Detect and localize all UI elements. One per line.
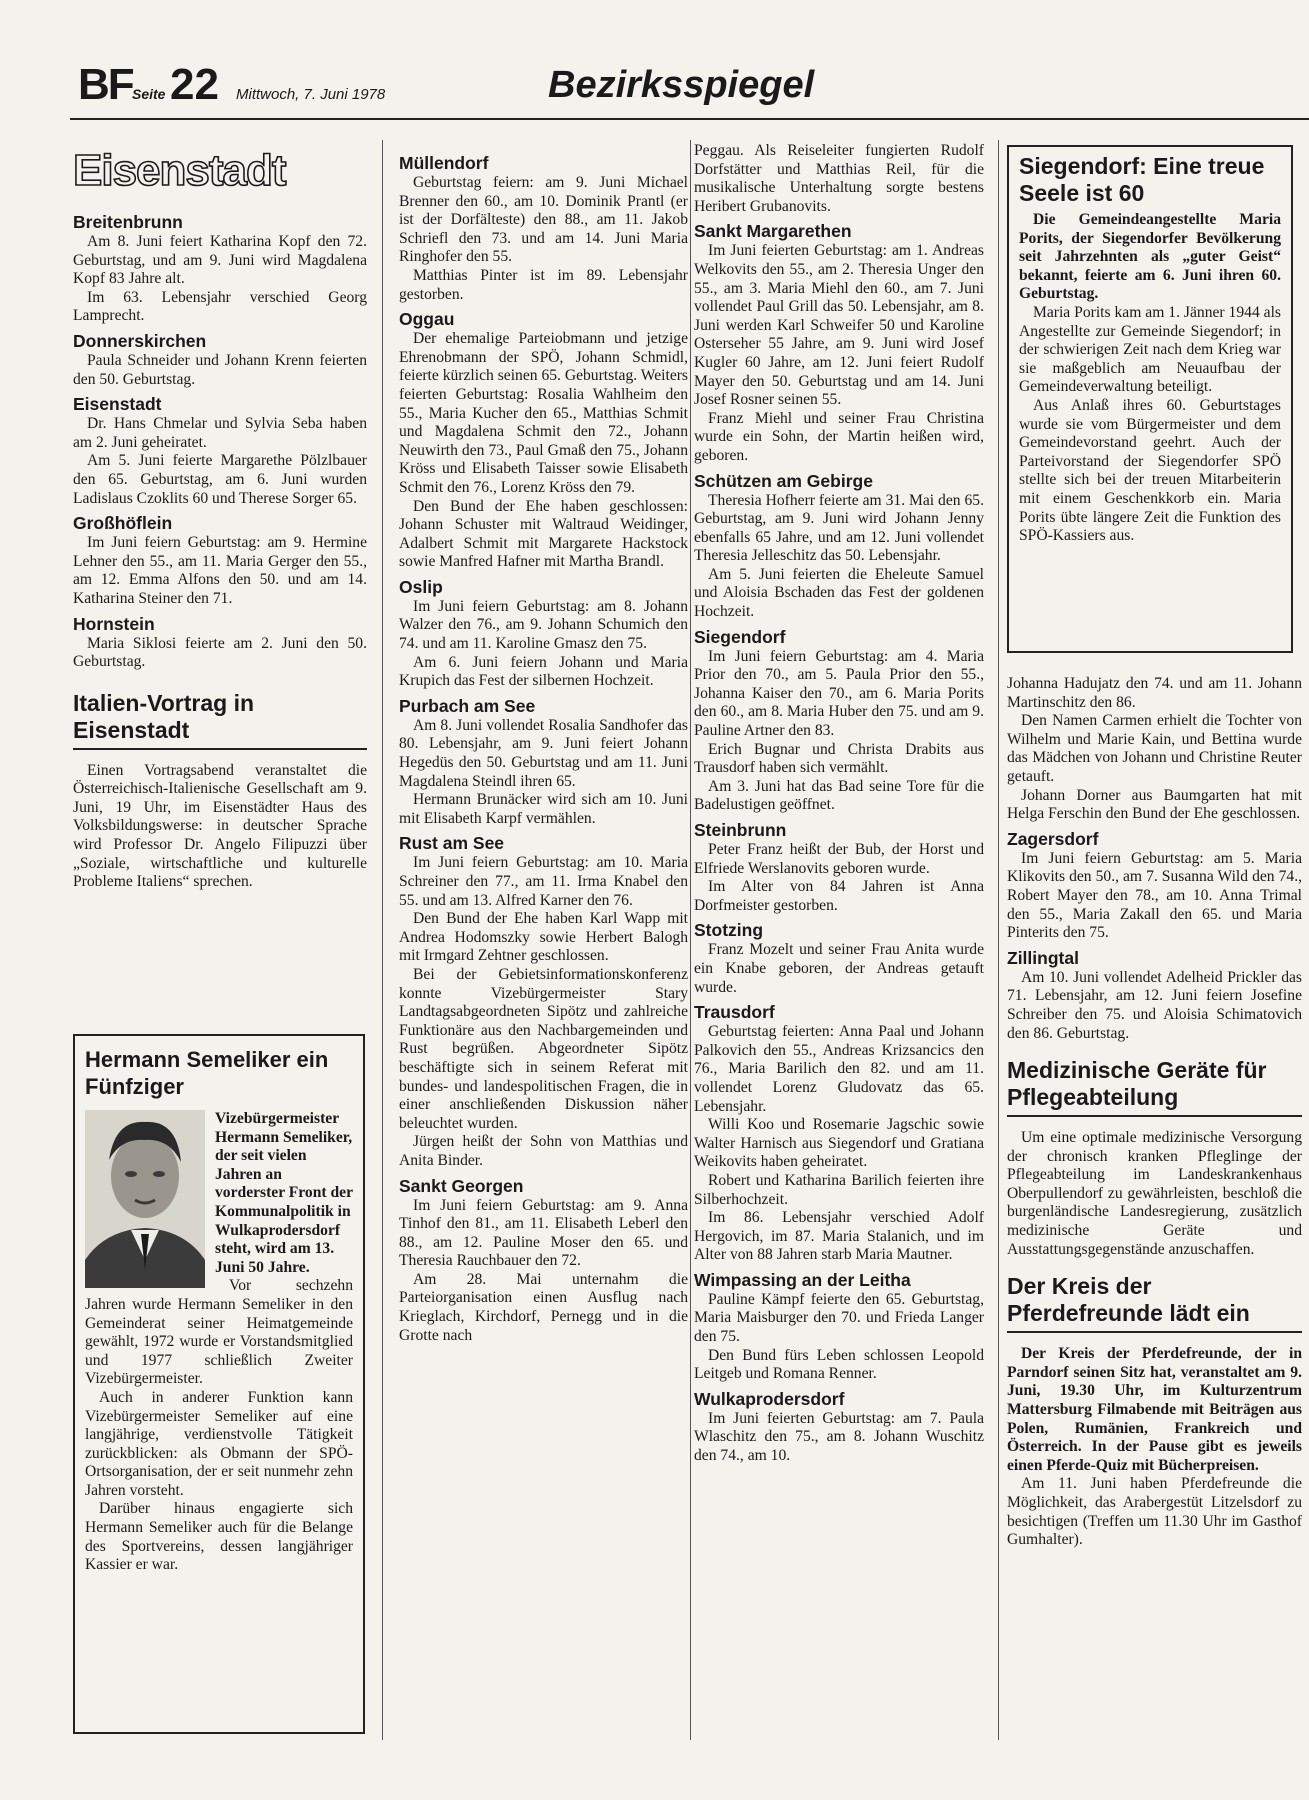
column-rule bbox=[690, 140, 691, 1740]
column-2 bbox=[399, 148, 688, 1345]
article-paragraph: Johann Dorner aus Baumgarten hat mit Helga Ferschin den Bund der Ehe geschlossen. bbox=[1007, 786, 1302, 823]
article-paragraph: Franz Miehl und seiner Frau Christina wurde ein Sohn, der Martin heißen wird, geboren. bbox=[694, 409, 984, 464]
town-heading: Purbach am See bbox=[399, 695, 536, 716]
article-paragraph: Auch in anderer Funktion kann Vizebürgermeister Semeliker auf eine langjährige, verdienstvolle Tätigkeit zurückblicken: als Obmann der SPÖ-Ortsorganisation, der er seit nunmehr zehn Jahren vorsteht. bbox=[85, 1388, 353, 1499]
article-paragraph: Am 11. Juni haben Pferdefreunde die Möglichkeit, das Arabergestüt Litzelsdorf zu besichtigen (Treffen um 11.30 Uhr im Gasthof Gumhalter). bbox=[1007, 1475, 1302, 1549]
article-paragraph: Bei der Gebietsinformationskonferenz konnte Vizebürgermeister Stary Landtagsabgeordneten Sipötz und zahlreiche Funktionäre aus den Nachbargemeinden und Rust begrüßen. Abgeordneter Sipötz beschäftigte sich in seinem Referat mit bundes- und landespolitischen Fragen, die in einer anschließenden Diskussion näher beleuchtet wurden. bbox=[399, 965, 688, 1132]
section-title: Bezirksspiegel bbox=[548, 64, 815, 106]
article-paragraph: Robert und Katharina Barilich feierten ihre Silberhochzeit. bbox=[694, 1171, 984, 1208]
article-paragraph: Um eine optimale medizinische Versorgung der chronisch kranken Pfleglinge der Pflegeabteilung im Landeskrankenhaus Oberpullendorf zu gewährleisten, beschloß die burgenländische Landesregierung, zusätzlich medizinische Geräte und Ausstattungsgegenstände anzuschaffen. bbox=[1007, 1129, 1302, 1258]
column-1 bbox=[73, 145, 367, 892]
article-paragraph: Am 8. Juni vollendet Rosalia Sandhofer das 80. Lebensjahr, am 9. Juni feiert Johann Hegedüs den 50. Geburtstag und am 11. Juni Magdalena Steindl ihren 65. bbox=[399, 716, 688, 790]
article-paragraph: Den Bund der Ehe haben Karl Wapp mit Andrea Hodomszky sowie Herbert Balogh mit Irmgard Zehtner geschlossen. bbox=[399, 910, 688, 965]
town-heading: Hornstein bbox=[73, 613, 155, 634]
article-paragraph: Den Namen Carmen erhielt die Tochter von Wilhelm und Marie Kain, und Bettina wurde das Mädchen von Johann und Christine Reuter getauft. bbox=[1007, 712, 1302, 785]
semeliker-lead: Vizebürgermeister Hermann Semeliker, der seit vielen Jahren an vorderster Front der Kommunalpolitik in Wulkaprodersdorf steht, wird am 13. Juni 50 Jahre. bbox=[215, 1110, 353, 1276]
article-paragraph: Am 28. Mai unternahm die Parteiorganisation einen Ausflug nach Krieglach, Kirchdorf, Pernegg und in die Grotte nach bbox=[399, 1270, 688, 1344]
article-paragraph: Im Juni feiern Geburtstag: am 10. Maria Schreiner den 77., am 11. Irma Knabel den 55. und am 13. Alfred Karner den 76. bbox=[399, 854, 688, 909]
article-paragraph: Am 5. Juni feierte Margarethe Pölzlbauer den 65. Geburtstag, am 6. Juni wurden Ladislaus Czoklits 60 und Therese Sorger 65. bbox=[73, 452, 367, 507]
col1-items bbox=[73, 211, 367, 672]
pferde-headline: Der Kreis der Pferdefreunde lädt ein bbox=[1007, 1273, 1302, 1333]
town-heading: Sankt Georgen bbox=[399, 1175, 524, 1196]
article-paragraph: Geburtstag feiern: am 9. Juni Michael Brenner den 60., am 10. Dominik Prantl (er ist der Dorfälteste) den 88., am 11. Jakob Schriefl den 73. und am 14. Juni Maria Ringhofer den 55. bbox=[399, 174, 688, 266]
article-paragraph: Darüber hinaus engagierte sich Hermann Semeliker auch für die Belange des Sportvereins, dessen langjähriger Kassier er war. bbox=[85, 1500, 353, 1574]
article-paragraph: Jürgen heißt der Sohn von Matthias und Anita Binder. bbox=[399, 1133, 688, 1169]
article-paragraph: Am 3. Juni hat das Bad seine Tore für die Badelustigen geöffnet. bbox=[694, 777, 984, 814]
article-paragraph: Franz Mozelt und seiner Frau Anita wurde ein Knabe geboren, der Andreas getauft wurde. bbox=[694, 941, 984, 996]
column-4 bbox=[1007, 675, 1302, 1550]
town-heading: Wimpassing an der Leitha bbox=[694, 1269, 911, 1290]
town-heading: Sankt Margarethen bbox=[694, 221, 852, 242]
article-paragraph: Willi Koo und Rosemarie Jagschic sowie Walter Harnisch aus Siegendorf und Gratiana Weikovits haben geheiratet. bbox=[694, 1116, 984, 1171]
article-paragraph: Matthias Pinter ist im 89. Lebensjahr gestorben. bbox=[399, 266, 688, 303]
article-paragraph: Am 8. Juni feiert Katharina Kopf den 72. Geburtstag, und am 9. Juni wird Magdalena Kopf 83 Jahre alt. bbox=[73, 233, 367, 288]
article-paragraph: Geburtstag feierten: Anna Paal und Johann Palkovich den 55., Andreas Krizsancics den 76., Maria Barilich den 82. und am 11. vollendet Lorenz Gludovatz das 65. Lebensjahr. bbox=[694, 1023, 984, 1115]
article-paragraph: Vor sechzehn Jahren wurde Hermann Semeliker in den Gemeinderat seiner Heimatgemeinde gewählt, 1972 wurde er Vorstandsmitglied und 1977 schließlich Zweiter Vizebürgermeister. bbox=[85, 1277, 353, 1388]
column-rule bbox=[998, 140, 999, 1740]
article-paragraph: Im Juni feiern Geburtstag: am 9. Hermine Lehner den 55., am 11. Maria Gerger den 55., am 12. Emma Alfons den 50. und am 14. Katharina Steiner den 71. bbox=[73, 534, 367, 607]
town-heading: Steinbrunn bbox=[694, 820, 787, 840]
article-paragraph: Peggau. Als Reiseleiter fungierten Rudolf Dorfstätter und Matthias Reil, für die musikalische Unterhaltung sorgte bestens Heribert Grubanovits. bbox=[694, 142, 984, 215]
article-paragraph: Maria Siklosi feierte am 2. Juni den 50. Geburtstag. bbox=[73, 634, 367, 671]
town-heading: Oslip bbox=[399, 576, 443, 597]
italien-text: Einen Vortragsabend veranstaltet die Österreichisch-Italienische Gesellschaft am 9. Juni, 19 Uhr, im Eisenstädter Haus des Volksbildungswerse: in deutscher Sprache wird Professor Dr. Angelo Filipuzzi über „Soziale, wirtschaftliche und kulturelle Probleme Italiens“ sprechen. bbox=[73, 761, 367, 891]
town-heading: Zagersdorf bbox=[1007, 828, 1099, 849]
masthead bbox=[70, 58, 1309, 120]
town-heading: Breitenbrunn bbox=[73, 212, 183, 232]
article-paragraph: Im Juni feiern Geburtstag: am 9. Anna Tinhof den 81., am 11. Elisabeth Leberl den 88., am 12. Pauline Moser den 65. und Theresia Rauchbauer den 72. bbox=[399, 1196, 688, 1270]
siegendorf-lead: Die Gemeindeangestellte Maria Porits, der Siegendorfer Bevölkerung seit Jahrzehnten als „guter Geist“ bekannt, feierte am 6. Juni ihren 60. Geburtstag. bbox=[1019, 211, 1281, 303]
article-paragraph: Der ehemalige Parteiobmann und jetzige Ehrenobmann der SPÖ, Johann Schmidl, feierte kürzlich seinen 65. Geburtstag. Weiters feierten Geburtstag: Rosalia Wahlheim den 55., Maria Kucher den 65., Matthias Schmit und Magdalena Schmit den 72., Johann Neuwirth den 73., Paul Gmaß den 75., Johann Kröss und Elisabeth Taisser sowie Elisabeth Schmit den 76., Lorenz Kröss den 79. bbox=[399, 330, 689, 496]
article-paragraph: Johanna Hadujatz den 74. und am 11. Johann Martinschitz den 86. bbox=[1007, 675, 1302, 711]
article-paragraph: Den Bund fürs Leben schlossen Leopold Leitgeb und Romana Renner. bbox=[694, 1346, 984, 1383]
article-paragraph: Im Juni feierten Geburtstag: am 7. Paula Wlaschitz den 75., am 8. Johann Wuschitz den 74., am 10. bbox=[694, 1409, 984, 1465]
town-heading: Trausdorf bbox=[694, 1002, 775, 1023]
article-paragraph: Im Juni feierten Geburtstag: am 1. Andreas Welkovits den 55., am 2. Theresia Unger den 55., am 3. Maria Miehl den 60., am 7. Juni vollendet Paul Grill das 50. Lebensjahr, am 8. Juni werden Karl Schweifer 50 und Karoline Osterseher 55 Jahre, am 9. Juni wird Josef Kugler 60 Jahre, am 12. Juni feiert Rudolf Mayer den 50. Geburtstag und am 14. Juni Josef Rosner seinen 55. bbox=[694, 242, 984, 409]
siegendorf-headline: Siegendorf: Eine treue Seele ist 60 bbox=[1019, 153, 1265, 206]
article-paragraph: Den Bund der Ehe haben geschlossen: Johann Schuster mit Waltraud Weidinger, Adalbert Schmit mit Margarete Hackstock sowie Manfred Hafner mit Martha Brandl. bbox=[399, 497, 688, 571]
town-heading: Eisenstadt bbox=[73, 394, 162, 415]
column-rule bbox=[382, 140, 383, 1740]
article-paragraph: Am 6. Juni feiern Johann und Maria Krupich das Fest der silbernen Hochzeit. bbox=[399, 653, 688, 690]
article-paragraph: Theresia Hofherr feierte am 31. Mai den 65. Geburtstag, am 9. Juni wird Johann Jenny ebenfalls 65 Jahre, und am 12. Juni vollendet Theresia Jelleschitz das 50. Lebensjahr. bbox=[694, 491, 984, 565]
issue-date: Mittwoch, 7. Juni 1978 bbox=[236, 86, 386, 103]
town-heading: Großhöflein bbox=[73, 513, 173, 534]
article-paragraph: Am 5. Juni feierten die Eheleute Samuel und Aloisia Bschaden das Fest der goldenen Hochzeit. bbox=[694, 565, 984, 621]
town-heading: Zillingtal bbox=[1007, 947, 1079, 968]
town-heading: Müllendorf bbox=[399, 153, 489, 173]
article-paragraph: Paula Schneider und Johann Krenn feierten den 50. Geburtstag. bbox=[73, 351, 367, 388]
portrait-photo-icon bbox=[85, 1110, 205, 1288]
article-paragraph: Hermann Brunäcker wird sich am 10. Juni mit Elisabeth Karpf vermählen. bbox=[399, 791, 688, 827]
article-paragraph: Aus Anlaß ihres 60. Geburtstages wurde sie vom Bürgermeister und dem Gemeindevorstand geehrt. Auch der Parteivorstand der Siegendorfer SPÖ stellte sich bei der treuen Mitarbeiterin mit einem Geschenkkorb ein. Maria Porits übte längere Zeit die Funktion des SPÖ-Kassiers aus. bbox=[1019, 396, 1281, 545]
article-paragraph: Pauline Kämpf feierte den 65. Geburtstag, Maria Maisburger den 70. und Frieda Langer den 75. bbox=[694, 1290, 984, 1346]
semeliker-box bbox=[73, 1034, 365, 1734]
column-3 bbox=[694, 142, 984, 1466]
paper-logo: BF bbox=[78, 60, 133, 109]
medizin-headline: Medizinische Geräte für Pflegeabteilung bbox=[1007, 1057, 1302, 1117]
article-paragraph: Maria Porits kam am 1. Jänner 1944 als Angestellte zur Gemeinde Siegendorf; in der schwierigen Zeit nach dem Krieg war sie maßgeblich am Neuaufbau der Gemeindeverwaltung beteiligt. bbox=[1019, 303, 1281, 396]
town-heading: Donnerskirchen bbox=[73, 330, 207, 351]
article-paragraph: Erich Bugnar und Christa Drabits aus Trausdorf haben sich vermählt. bbox=[694, 740, 984, 777]
town-heading: Schützen am Gebirge bbox=[694, 470, 873, 491]
region-title: Eisenstadt bbox=[73, 146, 286, 195]
article-paragraph: Im Juni feiern Geburtstag: am 5. Maria Klikovits den 50., am 7. Susanna Wild den 74., Robert Mayer den 78., am 10. Anna Trimal den 55., Maria Zakall den 65. und Maria Pinterits den 75. bbox=[1007, 849, 1302, 942]
article-paragraph: Im 86. Lebensjahr verschied Adolf Hergovich, im 87. Maria Stalanich, und im Alter von 88 Jahren starb Maria Mautner. bbox=[694, 1209, 984, 1264]
town-heading: Stotzing bbox=[694, 920, 764, 941]
article-paragraph: Dr. Hans Chmelar und Sylvia Seba haben am 2. Juni geheiratet. bbox=[73, 415, 367, 451]
pferde-lead: Der Kreis der Pferdefreunde, der in Parndorf seinen Sitz hat, veranstaltet am 9. Juni, 19.30 Uhr, im Kulturzentrum Mattersburg Filmabende mit Beiträgen aus Polen, Rumänien, Frankreich und Österreich. In der Pause gibt es jeweils einen Pferde-Quiz mit Bücherpreisen. bbox=[1007, 1345, 1302, 1474]
semeliker-headline: Hermann Semeliker ein Fünfziger bbox=[85, 1047, 329, 1099]
article-paragraph: Im Alter von 84 Jahren ist Anna Dorfmeister gestorben. bbox=[694, 878, 984, 914]
page-number: 22 bbox=[170, 60, 219, 109]
town-heading: Wulkaprodersdorf bbox=[694, 1388, 845, 1409]
article-paragraph: Im Juni feiern Geburtstag: am 4. Maria Prior den 70., am 5. Paula Prior den 55., Johanna Kaiser den 70., am 6. Maria Porits den 60., am 8. Maria Huber den 75. und am 9. Pauline Artner den 83. bbox=[694, 647, 984, 740]
town-heading: Rust am See bbox=[399, 833, 505, 854]
article-paragraph: Im 63. Lebensjahr verschied Georg Lamprecht. bbox=[73, 288, 367, 325]
article-paragraph: Peter Franz heißt der Bub, der Horst und Elfriede Werslanovits geboren wurde. bbox=[694, 841, 984, 877]
town-heading: Oggau bbox=[399, 309, 455, 330]
italien-headline: Italien-Vortrag in Eisenstadt bbox=[73, 690, 367, 750]
article-paragraph: Im Juni feiern Geburtstag: am 8. Johann Walzer den 76., am 9. Johann Schumich den 74. und am 11. Karoline Gmasz den 75. bbox=[399, 597, 688, 653]
siegendorf-box bbox=[1007, 145, 1293, 653]
town-heading: Siegendorf bbox=[694, 626, 786, 647]
seite-label: Seite bbox=[132, 86, 166, 102]
article-paragraph: Am 10. Juni vollendet Adelheid Prickler das 71. Lebensjahr, am 12. Juni feiern Josefine Schreiber den 75. und Aloisia Schimatovich den 86. Geburtstag. bbox=[1007, 968, 1302, 1042]
